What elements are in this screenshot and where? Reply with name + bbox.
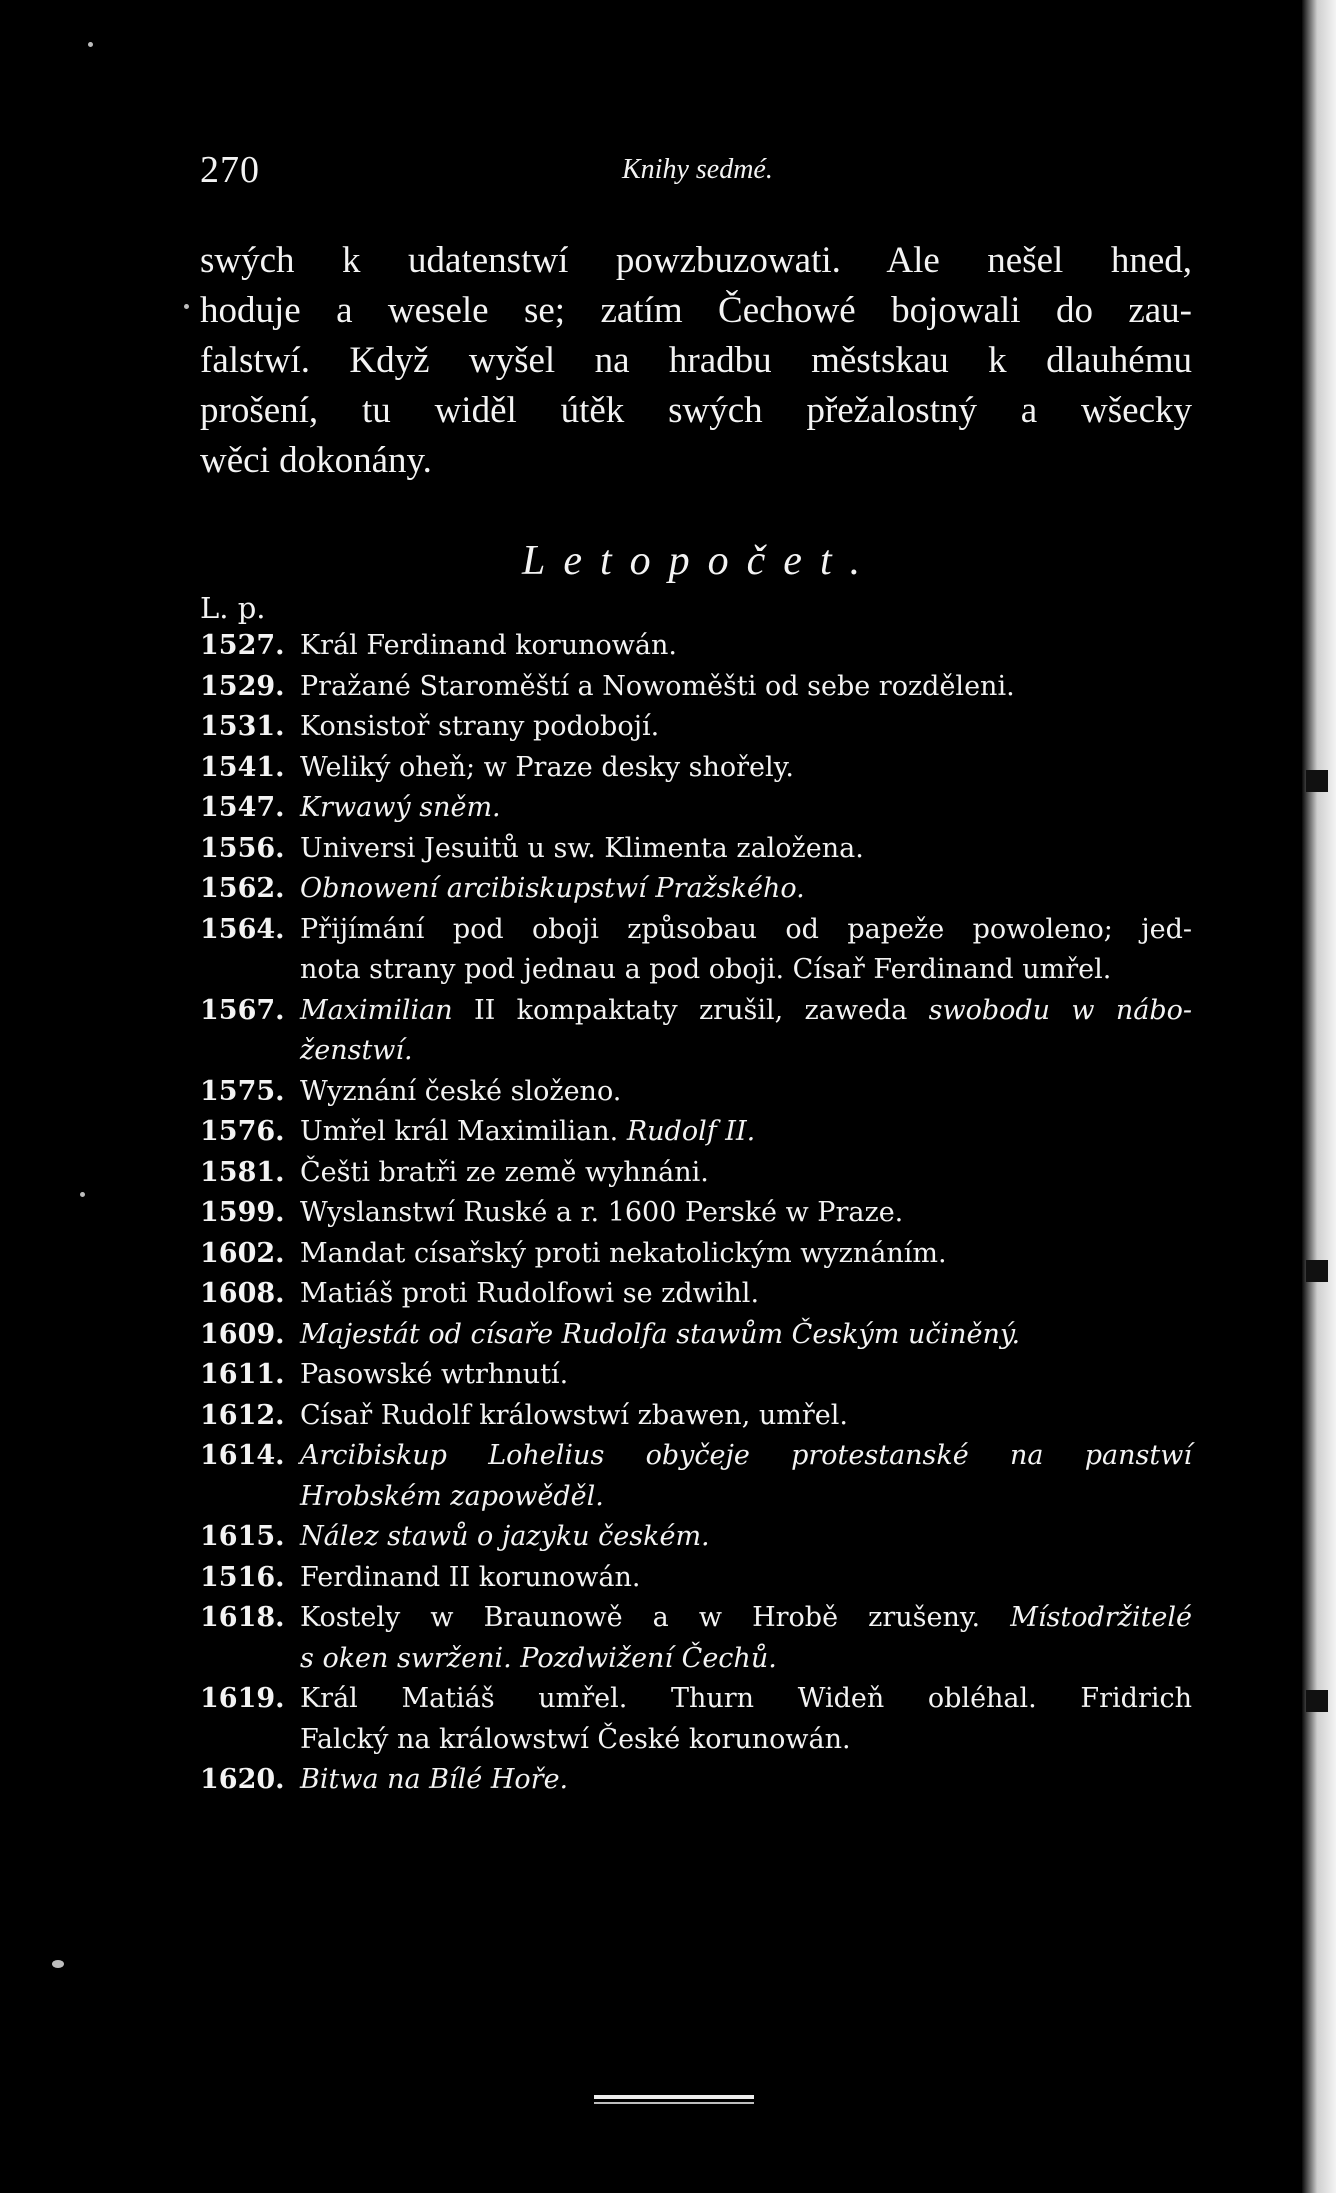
entry-year: 1618.: [200, 1602, 285, 1633]
entry-year: 1562.: [200, 873, 285, 904]
chronology-entry: [200, 1193, 1192, 1234]
body-line: swých k udatenstwí powzbuzowati. Ale nešel hned,: [200, 240, 1192, 281]
edge-tab-mark: [1306, 770, 1328, 792]
body-line: wěci dokonány.: [200, 440, 432, 481]
entry-year: 1527.: [200, 630, 285, 661]
entry-text: [300, 1112, 1192, 1153]
entry-italic-text: Bitwa na Bílé Hoře.: [300, 1764, 569, 1795]
chronology-entry: [200, 1517, 1192, 1558]
entry-roman-text: Přijímání pod oboji způsobau od papeže powoleno; jed-: [300, 913, 1192, 945]
entry-italic-text: s oken swrženi. Pozdwižení Čechů.: [300, 1642, 777, 1674]
entry-italic-text: Majestát od císaře Rudolfa stawům Českým učiněný.: [300, 1318, 1021, 1350]
chronology-entry: [200, 1234, 1192, 1275]
entry-roman-text: Ferdinand II korunowán.: [300, 1561, 641, 1593]
entry-year: 1599.: [200, 1197, 285, 1228]
entry-line: [300, 1315, 1192, 1356]
chronology-label: L. p.: [200, 591, 266, 625]
entry-text: [300, 910, 1192, 991]
entry-year: 1609.: [200, 1318, 285, 1350]
entry-text: [300, 1234, 1192, 1275]
chronology-entry: [200, 1558, 1192, 1599]
entry-text: [300, 1760, 1192, 1801]
scan-speck: [184, 304, 189, 309]
entry-italic-text: Nález stawů o jazyku českém.: [300, 1521, 710, 1552]
scan-speck: [52, 1960, 64, 1968]
entry-year: 1541.: [200, 751, 285, 783]
entry-text: [300, 667, 1192, 708]
body-line: prošení, tu widěl útěk swých přežalostný a wšecky: [200, 390, 1192, 431]
scan-speck: [88, 42, 93, 47]
entry-text: [300, 1396, 1192, 1437]
entry-line: [300, 707, 1192, 748]
entry-text: [300, 626, 1192, 667]
entry-line: [300, 1760, 1192, 1801]
scan-speck: [80, 1192, 85, 1197]
chronology-entry: [200, 1679, 1192, 1760]
entry-roman-text: Češti bratři ze země wyhnáni.: [300, 1156, 709, 1188]
entry-italic-text: Hrobském zapowěděl.: [300, 1480, 604, 1512]
entry-year: 1602.: [200, 1237, 285, 1269]
chronology: [200, 590, 1192, 1801]
entry-italic-text: ženstwí.: [300, 1035, 413, 1066]
chronology-entry: [200, 1315, 1192, 1356]
entry-text: [300, 1193, 1192, 1234]
entry-line: [300, 1598, 1192, 1639]
entry-line: [300, 910, 1192, 951]
entry-roman-text: Král Matiáš umřel. Thurn Wideň obléhal. Fridrich: [300, 1683, 1192, 1714]
entry-year: 1620.: [200, 1764, 285, 1795]
chronology-entry: [200, 707, 1192, 748]
chronology-entry: [200, 1112, 1192, 1153]
entry-year: 1615.: [200, 1521, 285, 1552]
chronology-entry: [200, 1355, 1192, 1396]
entry-roman-text: Kostely w Braunowě a w Hrobě zrušeny.: [300, 1602, 1011, 1633]
entry-text: [300, 1436, 1192, 1517]
edge-tab-mark: [1306, 1690, 1328, 1712]
entry-text: [300, 748, 1192, 789]
entry-roman-text: Falcký na králowstwí České korunowán.: [300, 1723, 851, 1755]
chronology-entry: [200, 1274, 1192, 1315]
entry-line: [300, 1396, 1192, 1437]
entry-line: [300, 748, 1192, 789]
chronology-entry: [200, 1153, 1192, 1194]
entry-roman-text: Wyslanstwí Ruské a r. 1600 Perské w Praze.: [300, 1197, 904, 1228]
entry-year: 1529.: [200, 670, 285, 702]
entry-year: 1575.: [200, 1075, 285, 1107]
chronology-entry: [200, 1436, 1192, 1517]
entry-line: [300, 1234, 1192, 1275]
body-paragraph: [200, 236, 1192, 486]
entry-roman-text: Mandat císařský proti nekatolickým wyznáním.: [300, 1237, 947, 1269]
entry-text: [300, 1315, 1192, 1356]
entry-line: [300, 1193, 1192, 1234]
entry-year: 1556.: [200, 832, 285, 864]
entry-roman-text: Umřel král Maximilian.: [300, 1116, 627, 1147]
entry-line: [300, 1517, 1192, 1558]
chronology-entry: [200, 667, 1192, 708]
chronology-entry: [200, 910, 1192, 991]
body-line: falstwí. Když wyšel na hradbu městskau k dlauhému: [200, 340, 1192, 381]
entry-italic-text: swobodu w nábo-: [928, 994, 1192, 1026]
entry-year: 1547.: [200, 792, 285, 823]
entry-line: [300, 869, 1192, 910]
entry-roman-text: Pasowské wtrhnutí.: [300, 1359, 569, 1390]
chronology-entry: [200, 1072, 1192, 1113]
entry-text: [300, 1517, 1192, 1558]
entry-year: 1611.: [200, 1359, 285, 1390]
entry-line: [300, 1720, 1192, 1761]
entry-roman-text: Wyznání české složeno.: [300, 1075, 622, 1107]
chronology-entry: [200, 1598, 1192, 1679]
entry-italic-text: Místodržitelé: [1010, 1602, 1192, 1633]
entry-line: [300, 829, 1192, 870]
entry-text: [300, 991, 1192, 1072]
chronology-entry: [200, 626, 1192, 667]
entry-italic-text: Maximilian: [300, 994, 453, 1026]
entry-line: [300, 1153, 1192, 1194]
entry-roman-text: II kompaktaty zrušil, zaweda: [452, 994, 929, 1026]
entry-italic-text: Rudolf II.: [626, 1116, 756, 1147]
entry-text: [300, 1558, 1192, 1599]
entry-roman-text: Konsistoř strany podobojí.: [300, 711, 660, 742]
entry-roman-text: Weliký oheň; w Praze desky shořely.: [300, 751, 794, 783]
chronology-entry: [200, 829, 1192, 870]
entry-text: [300, 829, 1192, 870]
entry-line: [300, 950, 1192, 991]
entry-year: 1531.: [200, 711, 285, 742]
entry-text: [300, 1355, 1192, 1396]
entry-roman-text: Universi Jesuitů u sw. Klimenta založena.: [300, 832, 864, 864]
entry-line: [300, 1112, 1192, 1153]
entry-line: [300, 1355, 1192, 1396]
page-number: 270: [200, 149, 260, 191]
entry-text: [300, 1072, 1192, 1113]
entry-italic-text: Arcibiskup Lohelius obyčeje protestanské na panstwí: [300, 1440, 1192, 1471]
entry-text: [300, 1153, 1192, 1194]
entry-year: 1608.: [200, 1278, 285, 1309]
chronology-entry: [200, 869, 1192, 910]
entry-year: 1614.: [200, 1440, 285, 1471]
entry-line: [300, 1639, 1192, 1680]
entry-year: 1619.: [200, 1683, 285, 1714]
chronology-entry: [200, 788, 1192, 829]
entry-text: [300, 707, 1192, 748]
chronology-entry: [200, 748, 1192, 789]
entry-italic-text: Krwawý sněm.: [300, 792, 501, 823]
entry-line: [300, 1558, 1192, 1599]
page-edge-strip: [1302, 0, 1336, 2193]
entry-roman-text: Matiáš proti Rudolfowi se zdwihl.: [300, 1278, 760, 1309]
entry-text: [300, 869, 1192, 910]
entry-italic-text: Obnowení arcibiskupstwí Pražského.: [300, 873, 805, 904]
entry-year: 1581.: [200, 1156, 285, 1188]
chronology-entry: [200, 1396, 1192, 1437]
entry-text: [300, 788, 1192, 829]
entry-year: 1516.: [200, 1561, 285, 1593]
edge-tab-mark: [1306, 1260, 1328, 1282]
entry-roman-text: Král Ferdinand korunowán.: [300, 630, 677, 661]
entry-line: [300, 991, 1192, 1032]
entry-text: [300, 1598, 1192, 1679]
entry-line: [300, 1436, 1192, 1477]
entry-line: [300, 1072, 1192, 1113]
entry-text: [300, 1274, 1192, 1315]
entry-line: [300, 626, 1192, 667]
chronology-entry: [200, 1760, 1192, 1801]
page-header: [200, 148, 1040, 192]
entry-line: [300, 788, 1192, 829]
entry-year: 1612.: [200, 1399, 285, 1431]
entry-roman-text: Pražané Staroměští a Nowoměšti od sebe rozděleni.: [300, 670, 1015, 702]
closing-rule: [594, 2095, 754, 2104]
entry-line: [300, 667, 1192, 708]
entry-year: 1576.: [200, 1116, 285, 1147]
running-head: Knihy sedmé.: [622, 154, 773, 185]
entry-roman-text: Císař Rudolf králowstwí zbawen, umřel.: [300, 1399, 848, 1431]
entry-line: [300, 1679, 1192, 1720]
entry-year: 1567.: [200, 994, 285, 1026]
body-line: hoduje a wesele se; zatím Čechowé bojowali do zau-: [200, 290, 1192, 331]
chronology-entry: [200, 991, 1192, 1072]
entry-text: [300, 1679, 1192, 1760]
entry-year: 1564.: [200, 913, 285, 945]
chronology-entries: [200, 626, 1192, 1801]
entry-line: [300, 1031, 1192, 1072]
entry-line: [300, 1477, 1192, 1518]
section-title: Letopočet.: [522, 538, 879, 584]
entry-line: [300, 1274, 1192, 1315]
entry-roman-text: nota strany pod jednau a pod oboji. Císař Ferdinand umřel.: [300, 954, 1112, 985]
